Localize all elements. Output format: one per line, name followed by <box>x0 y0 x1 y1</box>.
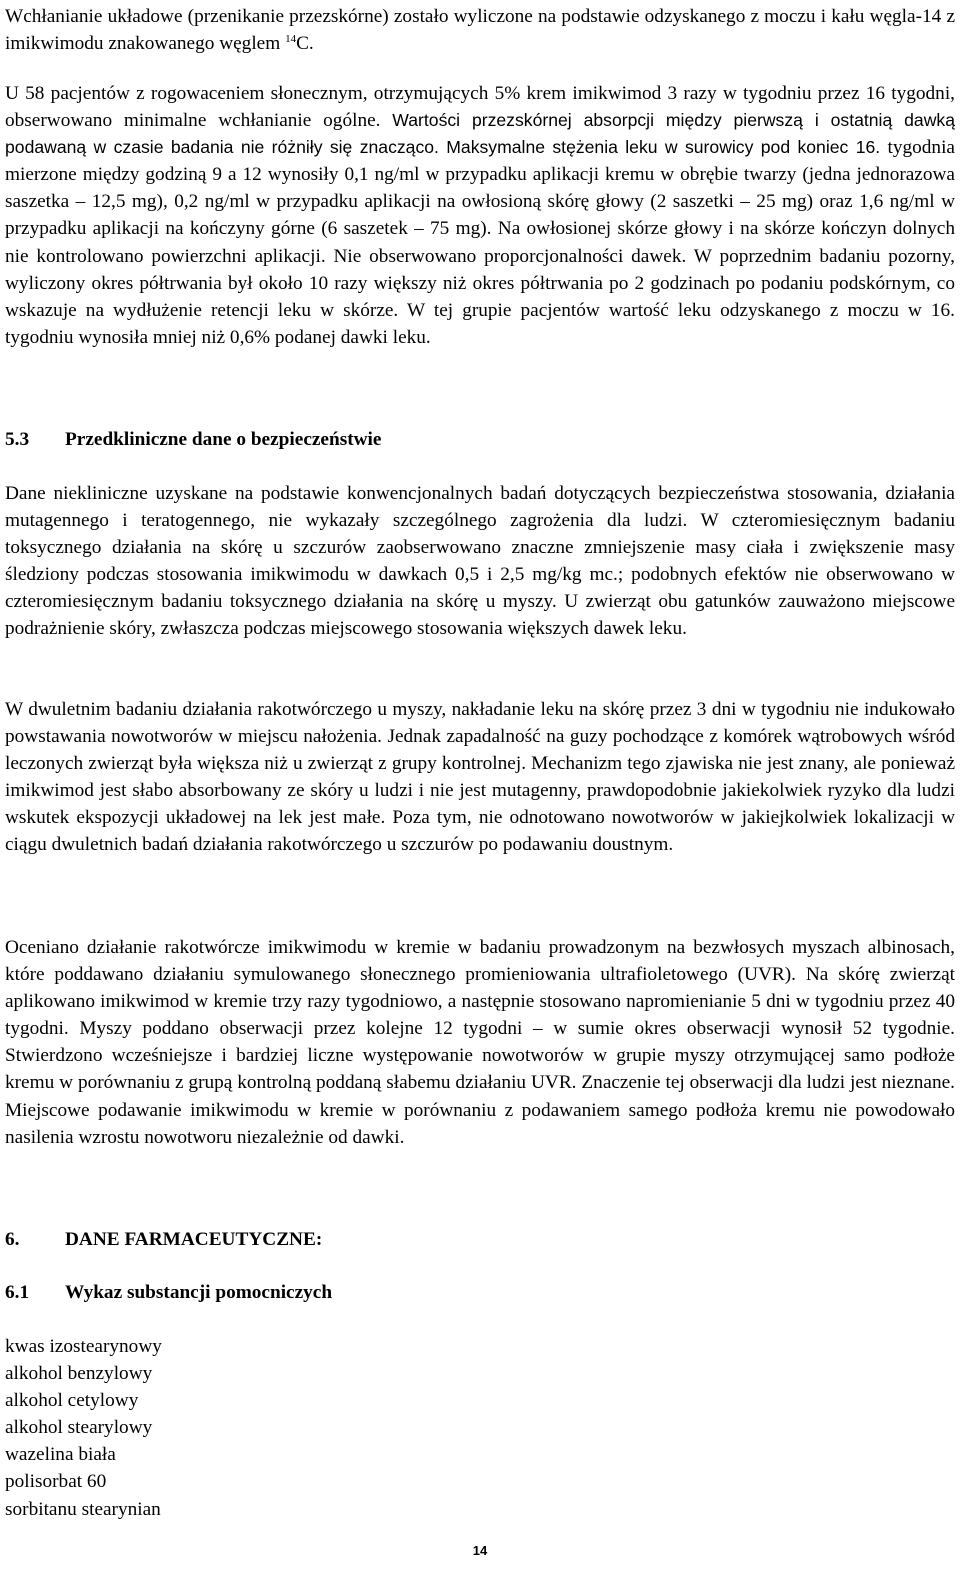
paragraph-nonclinical-data: Dane niekliniczne uzyskane na podstawie konwencjonalnych badań dotyczących bezpieczeństwa stosowania, działania mutagennego i teratogennego, nie wykazały szczególnego zagrożenia dla ludzi. W czteromiesięcznym badaniu toksycznego działania na skórę u szczurów zaobserwowano znaczne zmniejszenie masy ciała i zwiększenie masy śledziony podczas stosowania imikwimodu w dawkach 0,5 i 2,5 mg/kg mc.; podobnych efektów nie obserwowano w czteromiesięcznym badaniu toksycznego działania na skórę u myszy. U zwierząt obu gatunków zauważono miejscowe podrażnienie skóry, zwłaszcza podczas miejscowego stosowania większych dawek leku. <box>5 483 955 640</box>
paragraph-uvr-study: Oceniano działanie rakotwórcze imikwimodu w kremie w badaniu prowadzonym na bezwłosych myszach albinosach, które poddawano działaniu symulowanego słonecznego promieniowania ultrafioletowego (UVR). Na skórę zwierząt aplikowano imikwimod w kremie trzy razy tygodniowo, a następnie stosowano napromienianie 5 dni w tygodniu przez 40 tygodni. Myszy poddano obserwacji przez kolejne 12 tygodni – w sumie okres obserwacji wynosił 52 tygodnie. Stwierdzono wcześniejsze i bardziej liczne występowanie nowotworów w grupie myszy otrzymującej samo podłoże kremu w porównaniu z grupą kontrolną poddaną słabemu działaniu UVR. Znaczenie tej obserwacji dla ludzi jest nieznane. Miejscowe podawanie imikwimodu w kremie w porównaniu z podawaniem samego podłoża kremu nie powodowało nasilenia wzrostu nowotworu niezależnie od dawki. <box>5 937 955 1148</box>
list-item: polisorbat 60 <box>5 1471 107 1493</box>
superscript: 14 <box>285 33 297 46</box>
list-item: alkohol stearylowy <box>5 1417 153 1439</box>
section-number: 6.1 <box>5 1282 30 1303</box>
section-title: Przedkliniczne dane o bezpieczeństwie <box>65 429 382 450</box>
section-heading-6-1 <box>5 1279 332 1306</box>
section-heading-6 <box>5 1226 322 1253</box>
text: U 58 pacjentów z rogowaceniem słonecznym, otrzymujących 5% krem imikwimod 3 razy w tygodniu przez 16 tygodni, obserwowano minimalne wchłanianie ogólne. <box>5 83 955 132</box>
list-item: kwas izostearynowy <box>5 1336 162 1357</box>
text: C. <box>296 33 314 55</box>
paragraph-absorption-study <box>5 80 955 351</box>
list-item: sorbitanu stearynian <box>5 1498 161 1520</box>
list-item: alkohol benzylowy <box>5 1363 153 1385</box>
paragraph-systemic-absorption <box>5 3 955 57</box>
paragraph-carcinogenicity-mice: W dwuletnim badaniu działania rakotwórczego u myszy, nakładanie leku na skórę przez 3 dni w tygodniu nie indukowało powstawania nowotworów w miejscu nałożenia. Jednak zapadalność na guzy pochodzące z komórek wątrobowych wśród leczonych zwierząt była większa niż u zwierząt z grupy kontrolnej. Mechanizm tego zjawiska nie jest znany, ale ponieważ imikwimod jest słabo absorbowany ze skóry u ludzi i nie jest mutagenny, prawdopodobnie jakiekolwiek ryzyko dla ludzi wskutek ekspozycji układowej na lek jest małe. Poza tym, nie odnotowano nowotworów w jakiejkolwiek lokalizacji w ciągu dwuletnich badań działania rakotwórczego u szczurów po podawaniu doustnym. <box>5 699 955 856</box>
excipients-list <box>5 1333 162 1523</box>
section-number: 6. <box>5 1229 20 1250</box>
list-item: wazelina biała <box>5 1444 116 1466</box>
section-number: 5.3 <box>5 429 30 450</box>
text-sans: Wartości przezskórnej absorpcji między pierwszą i ostatnią dawką podawaną w czasie badania nie różniły się znacząco. Maksymalne stężenia leku w surowicy pod koniec 16. <box>5 110 955 158</box>
section-heading-5-3 <box>5 426 381 453</box>
section-title: Wykaz substancji pomocniczych <box>65 1282 333 1303</box>
text: tygodnia mierzone między godziną 9 a 12 wynosiły 0,1 ng/ml w przypadku aplikacji kremu w obrębie twarzy (jedna jednorazowa saszetka – 12,5 mg), 0,2 ng/ml w przypadku aplikacji na owłosioną skórę głowy (2 saszetki – 25 mg) oraz 1,6 ng/ml w przypadku aplikacji na kończyny górne (6 saszetek – 75 mg). Na owłosionej skórze głowy i na skórze kończyn dolnych nie kontrolowano powierzchni aplikacji. Nie obserwowano proporcjonalności dawek. W poprzednim badaniu pozorny, wyliczony okres półtrwania był około 10 razy większy niż okres półtrwania po 2 godzinach po podaniu podskórnym, co wskazuje na wydłużenie retencji leku w skórze. W tej grupie pacjentów wartość leku odzyskanego z moczu w 16. tygodniu wynosiła mniej niż 0,6% podanej dawki leku. <box>5 137 955 348</box>
page-number: 14 <box>472 1543 488 1558</box>
list-item: alkohol cetylowy <box>5 1390 139 1412</box>
section-title: DANE FARMACEUTYCZNE: <box>65 1229 323 1250</box>
text: Wchłanianie układowe (przenikanie przezskórne) zostało wyliczone na podstawie odzyskanego z moczu i kału węgla-14 z imikwimodu znakowanego węglem <box>5 6 955 55</box>
